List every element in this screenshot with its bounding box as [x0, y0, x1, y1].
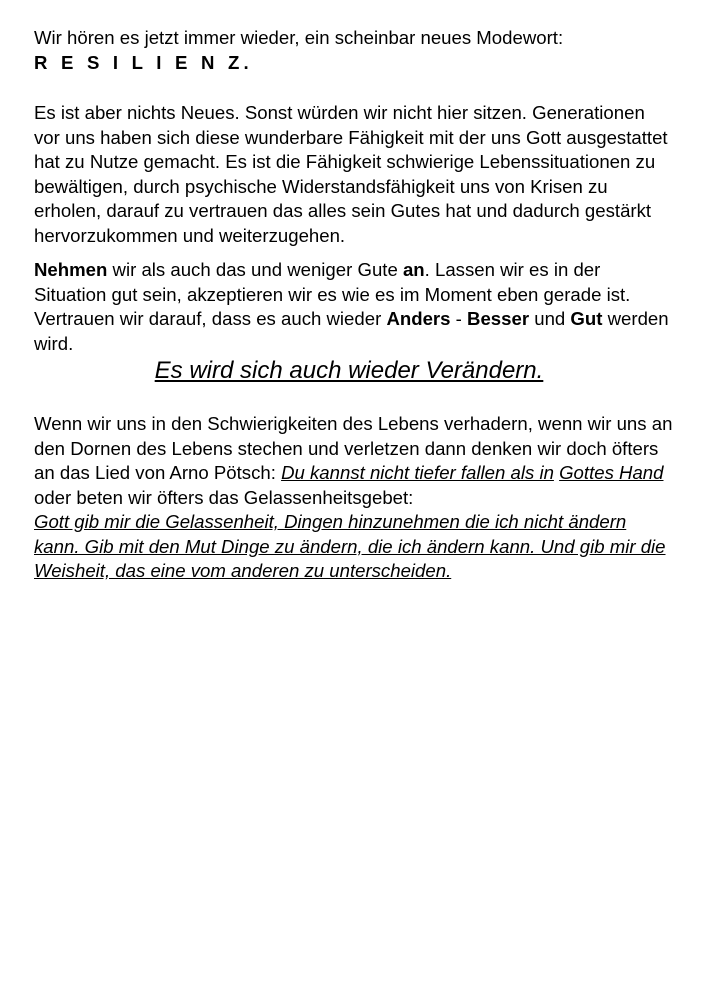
text-segment: oder beten wir öfters das Gelassenheitsgebet:	[34, 486, 414, 508]
emphasis-nehmen: Nehmen	[34, 259, 108, 280]
serenity-prayer: Gott gib mir die Gelassenheit, Dingen hinzunehmen die ich nicht ändern kann. Gib mit den Mut Dinge zu ändern, die ich ändern kann. Und gib mir die Weisheit, das eine vom anderen zu unterscheiden.	[34, 511, 666, 581]
text-segment: Wenn wir uns in den Schwierigkeiten des Lebens verhadern, wenn wir uns an den Dornen des Lebens stechen und verletzen dann denken wir doch öfters an das Lied von Arno Pötsch:	[34, 413, 673, 483]
spacer	[34, 75, 674, 101]
intro-line: Wir hören es jetzt immer wieder, ein scheinbar neues Modewort:	[34, 27, 564, 48]
paragraph-resilience-definition: Es ist aber nichts Neues. Sonst würden wir nicht hier sitzen. Generationen vor uns haben sich diese wunderbare Fähigkeit mit der uns Gott ausgestattet hat zu Nutze gemacht. Es ist die Fähigkeit schwierige Lebenssituationen zu bewältigen, durch psychische Widerstandsfähigkeit uns von Krisen zu erholen, darauf zu vertrauen das alles sein Gutes hat und dadurch gestärkt hervorzukommen und weiterzugehen.	[34, 102, 668, 246]
text-segment: wir als auch das und weniger Gute	[107, 259, 403, 280]
song-title-part1: Du kannst nicht tiefer fallen als in	[281, 462, 554, 483]
text-segment: und	[529, 308, 571, 329]
paragraph-acceptance	[34, 258, 674, 356]
emphasis-besser: Besser	[467, 308, 530, 329]
emphasis-anders: Anders	[386, 308, 451, 329]
spacer	[34, 248, 674, 258]
text-segment: -	[450, 308, 468, 329]
emphasis-an: an	[402, 259, 425, 280]
centered-highlight-line: Es wird sich auch wieder Verändern.	[154, 357, 544, 384]
paragraph-song-reference	[34, 412, 674, 510]
document-body	[34, 26, 674, 584]
emphasis-gut: Gut	[570, 308, 603, 329]
text-segment: werden wird.	[34, 308, 669, 354]
song-title-part2: Gottes Hand	[559, 462, 664, 483]
keyword-resilienz: R E S I L I E N Z.	[34, 51, 253, 73]
text-segment: . Lassen wir es in der Situation gut sein, akzeptieren wir es wie es im Moment eben gerade ist. Vertrauen wir darauf, dass es auch wieder	[34, 259, 631, 329]
spacer	[34, 386, 674, 412]
